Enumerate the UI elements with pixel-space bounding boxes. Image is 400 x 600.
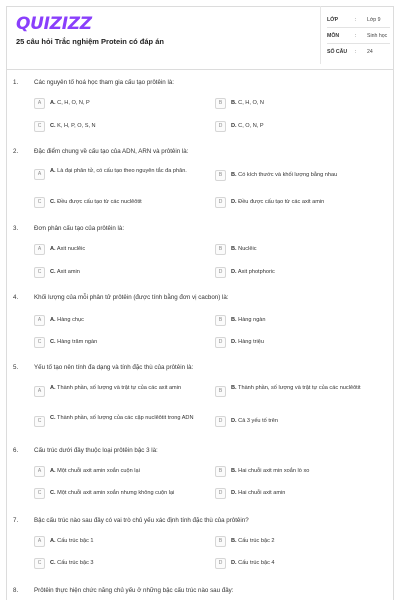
option-letter-badge: B <box>215 466 226 477</box>
option-content: Thành phần, số lượng của các cặp nuclêôtit trong ADN <box>57 415 194 421</box>
meta-key: SỐ CÂU <box>327 49 348 55</box>
option-text <box>50 415 210 422</box>
option-label: D. <box>231 123 237 129</box>
option-letter-badge: C <box>34 488 45 499</box>
option-letter-badge: A <box>34 466 45 477</box>
option-content: C, H, O, N, P <box>57 100 90 106</box>
option-text <box>231 199 391 206</box>
option-content: Cấu trúc bậc 4 <box>238 560 275 566</box>
option-letter-badge: C <box>34 558 45 569</box>
worksheet-header <box>6 6 394 70</box>
option-text <box>50 468 210 475</box>
option-c[interactable] <box>34 266 212 280</box>
question-text: Prôtêin thực hiện chức năng chủ yếu ở những bậc cấu trúc nào sau đây: <box>34 587 234 594</box>
option-text <box>231 418 391 425</box>
option-letter-badge: A <box>34 244 45 255</box>
option-label: C. <box>50 415 56 421</box>
option-a[interactable] <box>34 535 212 549</box>
option-label: D. <box>231 339 237 345</box>
option-a[interactable] <box>34 97 212 111</box>
option-text <box>50 490 210 497</box>
option-content: Axit photphoric <box>237 269 275 275</box>
option-text <box>50 199 210 206</box>
option-content: Axit amin <box>56 269 80 275</box>
option-d[interactable] <box>215 266 393 280</box>
option-b[interactable] <box>215 535 393 549</box>
option-label: A. <box>50 385 56 391</box>
option-letter-badge: D <box>215 416 226 427</box>
option-a[interactable] <box>34 465 212 479</box>
worksheet-border <box>6 6 394 600</box>
option-b[interactable] <box>215 465 393 479</box>
option-content: Là đại phân tử, có cấu tạo theo nguyên tắc đa phân. <box>57 168 187 174</box>
option-text <box>231 490 391 497</box>
meta-value: Lớp 9 <box>367 17 381 23</box>
option-text <box>231 538 391 545</box>
option-label: A. <box>50 538 56 544</box>
option-letter-badge: B <box>215 170 226 181</box>
option-text <box>231 468 391 475</box>
option-letter-badge: B <box>215 315 226 326</box>
worksheet-meta <box>320 6 394 64</box>
option-letter-badge: C <box>34 121 45 132</box>
option-label: C. <box>50 339 56 345</box>
option-label: C. <box>50 123 56 129</box>
meta-colon: : <box>355 49 357 55</box>
option-text <box>50 100 210 107</box>
option-c[interactable] <box>34 120 212 134</box>
option-c[interactable] <box>34 196 212 210</box>
option-letter-badge: D <box>215 121 226 132</box>
option-content: Hàng trăm ngàn <box>57 339 98 345</box>
option-text <box>50 560 210 567</box>
option-letter-badge: D <box>215 197 226 208</box>
option-d[interactable] <box>215 557 393 571</box>
option-letter-badge: B <box>215 386 226 397</box>
option-c[interactable] <box>34 412 212 433</box>
option-content: Một chuỗi axit amin xoắn cuộn lại <box>57 468 140 474</box>
option-text <box>231 172 391 179</box>
worksheet-title: 25 câu hỏi Trắc nghiệm Protein có đáp án <box>16 37 164 46</box>
question-number: 1. <box>13 79 19 86</box>
option-letter-badge: D <box>215 488 226 499</box>
option-letter-badge: C <box>34 197 45 208</box>
option-content: Cấu trúc bậc 3 <box>57 560 94 566</box>
option-label: C. <box>50 560 56 566</box>
option-text <box>50 339 210 346</box>
option-b[interactable] <box>215 243 393 257</box>
question-text: Đặc điểm chung về cấu tạo của ADN, ARN và prôtêin là: <box>34 148 189 155</box>
option-a[interactable] <box>34 314 212 328</box>
option-label: A. <box>50 317 56 323</box>
option-content: Thành phần, số lượng và trật tự của các axit amin <box>57 385 182 391</box>
option-d[interactable] <box>215 415 393 429</box>
option-label: C. <box>50 490 56 496</box>
meta-value: 24 <box>367 49 373 55</box>
option-letter-badge: D <box>215 267 226 278</box>
option-content: Axit nuclêic <box>56 246 86 252</box>
option-letter-badge: A <box>34 98 45 109</box>
option-text <box>231 269 391 276</box>
option-label: B. <box>231 172 237 178</box>
option-label: A. <box>50 168 56 174</box>
option-letter-badge: D <box>215 337 226 348</box>
option-content: Cả 3 yếu tố trên <box>238 418 278 424</box>
option-content: Hai chuỗi axit amin <box>238 490 286 496</box>
option-text <box>231 123 391 130</box>
option-c[interactable] <box>34 557 212 571</box>
option-letter-badge: A <box>34 315 45 326</box>
option-label: D. <box>231 560 237 566</box>
option-label: B. <box>231 100 237 106</box>
option-content: Hàng chục <box>57 317 84 323</box>
option-text <box>231 339 391 346</box>
option-text <box>231 385 391 392</box>
option-letter-badge: A <box>34 386 45 397</box>
question-text: Các nguyên tố hoá học tham gia cấu tạo prôtêin là: <box>34 79 174 86</box>
meta-key: MÔN <box>327 33 340 39</box>
option-letter-badge: B <box>215 244 226 255</box>
question-number: 4. <box>13 294 19 301</box>
question-number: 5. <box>13 364 19 371</box>
option-content: Hàng triệu <box>238 339 264 345</box>
option-letter-badge: C <box>34 267 45 278</box>
meta-colon: : <box>355 33 357 39</box>
option-content: Cấu trúc bậc 1 <box>57 538 94 544</box>
option-label: B. <box>231 538 237 544</box>
question-number: 2. <box>13 148 19 155</box>
option-letter-badge: C <box>34 416 45 427</box>
option-label: D. <box>231 269 237 275</box>
option-content: Hàng ngàn <box>238 317 266 323</box>
option-content: Có kích thước và khối lượng bằng nhau <box>238 172 338 178</box>
option-a[interactable] <box>34 382 212 403</box>
option-text <box>50 317 210 324</box>
option-label: D. <box>231 490 237 496</box>
option-text <box>50 123 210 130</box>
question-number: 3. <box>13 225 19 232</box>
meta-divider <box>327 27 390 28</box>
option-letter-badge: A <box>34 169 45 180</box>
option-text <box>50 538 210 545</box>
question-text: Bậc cấu trúc nào sau đây có vai trò chủ yếu xác định tính đặc thù của prôtêin? <box>34 517 249 524</box>
option-d[interactable] <box>215 336 393 350</box>
option-d[interactable] <box>215 487 393 501</box>
option-letter-badge: B <box>215 98 226 109</box>
question-number: 6. <box>13 447 19 454</box>
option-content: Đều được cấu tạo từ các axit amin <box>238 199 325 205</box>
option-content: Cấu trúc bậc 2 <box>238 538 275 544</box>
option-content: Nuclêic <box>238 246 257 252</box>
option-text <box>50 269 210 276</box>
option-label: D. <box>231 199 237 205</box>
option-text <box>231 317 391 324</box>
option-text <box>231 246 391 253</box>
option-label: A. <box>50 100 56 106</box>
option-letter-badge: D <box>215 558 226 569</box>
option-b[interactable] <box>215 169 393 183</box>
option-letter-badge: B <box>215 536 226 547</box>
option-text <box>50 168 210 175</box>
option-text <box>50 246 210 253</box>
option-text <box>231 560 391 567</box>
option-content: Thành phần, số lượng và trật tự của các nuclêôtit <box>238 385 361 391</box>
option-label: B. <box>231 385 237 391</box>
option-content: Hai chuỗi axit min xoắn lò xo <box>238 468 310 474</box>
option-a[interactable] <box>34 165 212 186</box>
quizizz-logo: QUIZIZZ <box>16 14 92 34</box>
question-number: 7. <box>13 517 19 524</box>
option-label: C. <box>50 269 56 275</box>
meta-divider <box>327 43 390 44</box>
question-text: Khối lượng của mỗi phân tử prôtêin (được tính bằng đơn vị cacbon) là: <box>34 294 229 301</box>
meta-key: LỚP <box>327 17 339 23</box>
option-content: C, H, O, N <box>238 100 264 106</box>
option-letter-badge: A <box>34 536 45 547</box>
question-text: Cấu trúc dưới đây thuộc loại prôtêin bậc 3 là: <box>34 447 158 454</box>
option-c[interactable] <box>34 336 212 350</box>
option-a[interactable] <box>34 243 212 257</box>
option-d[interactable] <box>215 196 393 210</box>
option-label: D. <box>231 418 237 424</box>
option-letter-badge: C <box>34 337 45 348</box>
option-b[interactable] <box>215 97 393 111</box>
option-text <box>50 385 210 392</box>
option-b[interactable] <box>215 382 393 403</box>
option-label: B. <box>231 317 237 323</box>
option-content: Một chuỗi axit amin xoắn nhưng không cuộn lại <box>57 490 175 496</box>
option-content: K, H, P, O, S, N <box>57 123 96 129</box>
option-label: A. <box>50 246 56 252</box>
option-content: Đều được cấu tạo từ các nuclêôtit <box>57 199 142 205</box>
option-label: A. <box>50 468 56 474</box>
option-label: C. <box>50 199 56 205</box>
meta-colon: : <box>355 17 357 23</box>
meta-value: Sinh học <box>367 33 388 39</box>
option-c[interactable] <box>34 487 212 501</box>
option-d[interactable] <box>215 120 393 134</box>
question-number: 8. <box>13 587 19 594</box>
question-text: Yếu tố tạo nên tính đa dạng và tính đặc thù của prôtêin là: <box>34 364 194 371</box>
option-text <box>231 100 391 107</box>
option-content: C, O, N, P <box>238 123 264 129</box>
option-label: B. <box>231 246 237 252</box>
question-text: Đơn phân cấu tạo của prôtêin là: <box>34 225 125 232</box>
option-label: B. <box>231 468 237 474</box>
option-b[interactable] <box>215 314 393 328</box>
